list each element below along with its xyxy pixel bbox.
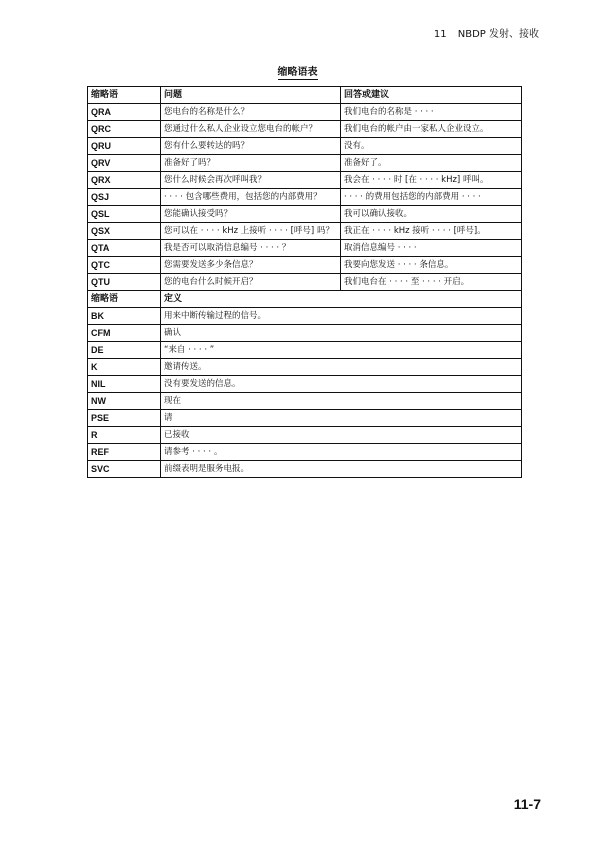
table-row — [88, 444, 522, 461]
question-cell: 您有什么要转达的吗？ — [161, 138, 341, 155]
table-row — [88, 359, 522, 376]
definition-cell: 请 — [161, 410, 522, 427]
question-cell: 您的电台什么时候开启？ — [161, 274, 341, 291]
abbreviation-cell: CFM — [88, 325, 161, 342]
d-header-cell: 定义 — [161, 291, 522, 308]
abbreviation-cell: R — [88, 427, 161, 444]
definition-cell: 邀请传送。 — [161, 359, 522, 376]
chapter-number: 11 — [433, 29, 447, 40]
d-header-cell: 缩略语 — [88, 291, 161, 308]
answer-cell: 我们电台的名称是 · · · · — [341, 104, 522, 121]
abbreviation-cell: QTC — [88, 257, 161, 274]
definition-cell: 用来中断传输过程的信号。 — [161, 308, 522, 325]
abbreviation-cell: NW — [88, 393, 161, 410]
table-row — [88, 223, 522, 240]
abbreviation-cell: QRU — [88, 138, 161, 155]
abbreviation-table — [87, 86, 522, 478]
abbreviation-cell: K — [88, 359, 161, 376]
table-row — [88, 121, 522, 138]
definition-cell: “来自 · · · · ” — [161, 342, 522, 359]
abbreviation-cell: DE — [88, 342, 161, 359]
answer-cell: 我们电台的帐户由一家私人企业设立。 — [341, 121, 522, 138]
table-title — [0, 63, 595, 78]
table-row — [88, 376, 522, 393]
table-row — [88, 308, 522, 325]
answer-cell: 我会在 · · · · 时 [在 · · · · kHz] 呼叫。 — [341, 172, 522, 189]
table-title-text: 缩略语表 — [277, 67, 318, 78]
definition-cell: 前缀表明是服务电报。 — [161, 461, 522, 478]
question-cell: 您什么时候会再次呼叫我？ — [161, 172, 341, 189]
table-row — [88, 325, 522, 342]
abbreviation-cell: QRC — [88, 121, 161, 138]
abbreviation-table-body — [88, 87, 522, 478]
definition-cell: 没有要发送的信息。 — [161, 376, 522, 393]
d-table-header-row — [88, 291, 522, 308]
abbreviation-cell: QRV — [88, 155, 161, 172]
abbreviation-cell: NIL — [88, 376, 161, 393]
question-cell: 您需要发送多少条信息？ — [161, 257, 341, 274]
table-row — [88, 189, 522, 206]
q-header-cell: 回答或建议 — [341, 87, 522, 104]
table-row — [88, 427, 522, 444]
q-header-cell: 缩略语 — [88, 87, 161, 104]
table-row — [88, 410, 522, 427]
abbreviation-cell: QSL — [88, 206, 161, 223]
answer-cell: · · · · 的费用包括您的内部费用 · · · · — [341, 189, 522, 206]
table-row — [88, 461, 522, 478]
abbreviation-cell: QSX — [88, 223, 161, 240]
abbreviation-cell: QTA — [88, 240, 161, 257]
question-cell: 您电台的名称是什么？ — [161, 104, 341, 121]
answer-cell: 准备好了。 — [341, 155, 522, 172]
table-row — [88, 206, 522, 223]
definition-cell: 确认 — [161, 325, 522, 342]
definition-cell: 已接收 — [161, 427, 522, 444]
question-cell: 准备好了吗？ — [161, 155, 341, 172]
answer-cell: 我们电台在 · · · · 至 · · · · 开启。 — [341, 274, 522, 291]
answer-cell: 我要向您发送 · · · · 条信息。 — [341, 257, 522, 274]
table-row — [88, 104, 522, 121]
abbreviation-cell: QRA — [88, 104, 161, 121]
table-row — [88, 274, 522, 291]
answer-cell: 取消信息编号 · · · · — [341, 240, 522, 257]
question-cell: · · · · 包含哪些费用，包括您的内部费用？ — [161, 189, 341, 206]
abbreviation-cell: SVC — [88, 461, 161, 478]
answer-cell: 没有。 — [341, 138, 522, 155]
q-header-cell: 问题 — [161, 87, 341, 104]
abbreviation-cell: PSE — [88, 410, 161, 427]
table-row — [88, 138, 522, 155]
table-row — [88, 240, 522, 257]
question-cell: 您可以在 · · · · kHz 上接听 · · · · [呼号] 吗？ — [161, 223, 341, 240]
chapter-title: NBDP 发射、接收 — [457, 29, 539, 40]
abbreviation-cell: BK — [88, 308, 161, 325]
answer-cell: 我可以确认接收。 — [341, 206, 522, 223]
abbreviation-cell: REF — [88, 444, 161, 461]
question-cell: 您通过什么私人企业设立您电台的帐户？ — [161, 121, 341, 138]
table-row — [88, 257, 522, 274]
page-number: 11-7 — [513, 796, 541, 812]
table-row — [88, 342, 522, 359]
abbreviation-cell: QTU — [88, 274, 161, 291]
abbreviation-cell: QSJ — [88, 189, 161, 206]
table-row — [88, 393, 522, 410]
definition-cell: 请参考 · · · · 。 — [161, 444, 522, 461]
question-cell: 您能确认接受吗？ — [161, 206, 341, 223]
q-table-header-row — [88, 87, 522, 104]
running-header — [434, 25, 539, 40]
table-row — [88, 155, 522, 172]
question-cell: 我是否可以取消信息编号 · · · · ？ — [161, 240, 341, 257]
definition-cell: 现在 — [161, 393, 522, 410]
abbreviation-cell: QRX — [88, 172, 161, 189]
answer-cell: 我正在 · · · · kHz 接听 · · · · [呼号]。 — [341, 223, 522, 240]
table-row — [88, 172, 522, 189]
